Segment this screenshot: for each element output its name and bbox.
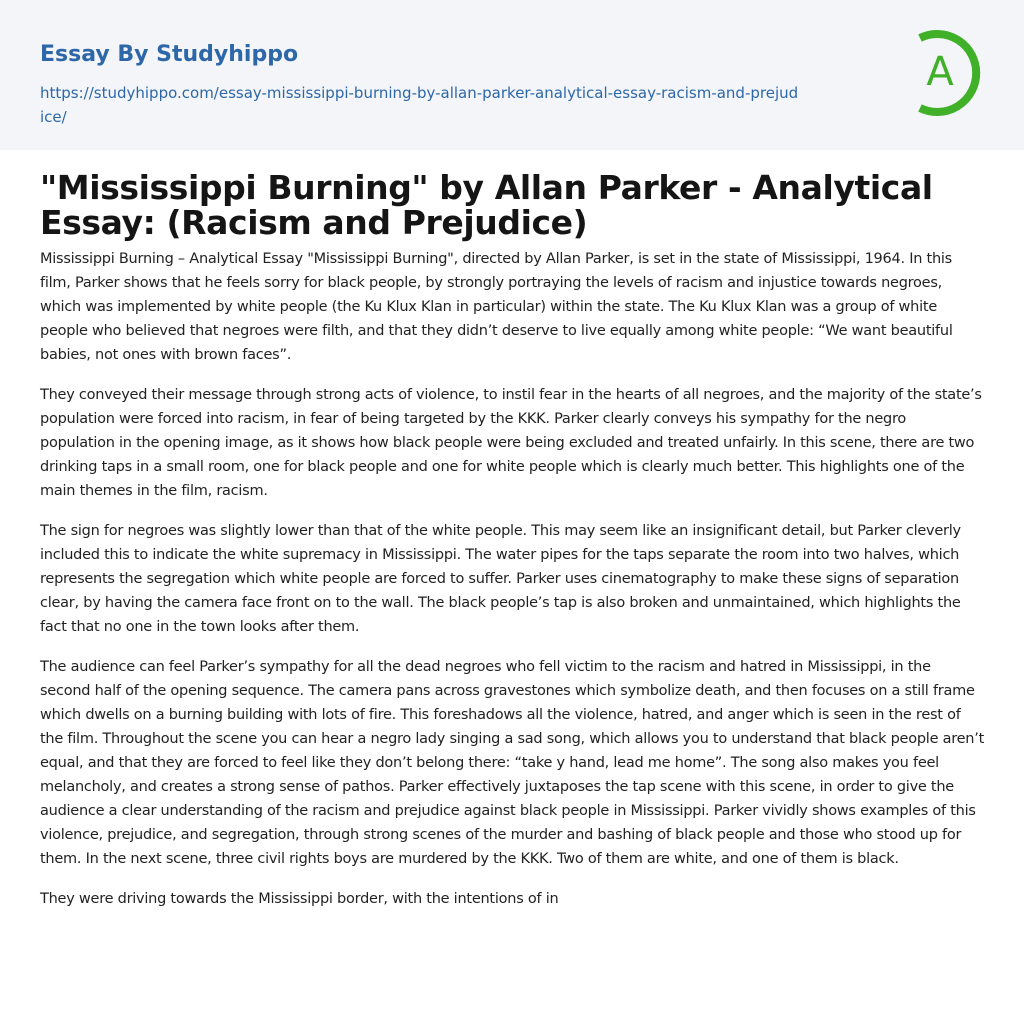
essay-paragraph: The sign for negroes was slightly lower than that of the white people. This may seem like an insignificant detail, but Parker cleverly included this to indicate the white supremacy in Mississippi. The water pipes for the taps separate the room into two halves, which represents the segregation which white people are forced to suffer. Parker uses cinematography to make these signs of separation clear, by having the camera face front on to the wall. The black people’s tap is also broken and unmaintained, which highlights the fact that no one in the town looks after them. [40,523,961,635]
essay-paragraph: They conveyed their message through strong acts of violence, to instil fear in the hearts of all negroes, and the majority of the state’s population were forced into racism, in fear of being targeted by the KKK. Parker clearly conveys his sympathy for the negro population in the opening image, as it shows how black people were being excluded and treated unfairly. In this scene, there are two drinking taps in a small room, one for black people and one for white people which is clearly much better. This highlights one of the main themes in the film, racism. [40,387,982,499]
site-header [0,0,1024,150]
essay-title: "Mississippi Burning" by Allan Parker - Analytical Essay: (Racism and Prejudice) [40,168,933,242]
studyhippo-logo-icon[interactable] [910,30,986,116]
essay-content [40,170,985,927]
essay-paragraph: Mississippi Burning – Analytical Essay "Mississippi Burning", directed by Allan Parker, is set in the state of Mississippi, 1964. In this film, Parker shows that he feels sorry for black people, by strongly portraying the levels of racism and injustice towards negroes, which was implemented by white people (the Ku Klux Klan in particular) within the state. The Ku Klux Klan was a group of white people who believed that negroes were filth, and that they didn’t deserve to live equally among white people: “We want beautiful babies, not ones with brown faces”. [40,251,953,363]
logo-letter: A [926,49,954,95]
essay-paragraph: The audience can feel Parker’s sympathy for all the dead negroes who fell victim to the racism and hatred in Mississippi, in the second half of the opening sequence. The camera pans across gravestones which symbolize death, and then focuses on a still frame which dwells on a burning building with lots of fire. This foreshadows all the violence, hatred, and anger which is seen in the rest of the film. Throughout the scene you can hear a negro lady singing a sad song, which allows you to understand that black people aren’t equal, and that they are forced to feel like they don’t belong there: “take y hand, lead me home”. The song also makes you feel melancholy, and creates a strong sense of pathos. Parker effectively juxtaposes the tap scene with this scene, in order to give the audience a clear understanding of the racism and prejudice against black people in Mississippi. Parker vividly shows examples of this violence, prejudice, and segregation, through strong scenes of the murder and bashing of black people and those who stood up for them. In the next scene, three civil rights boys are murdered by the KKK. Two of them are white, and one of them is black. [40,659,985,867]
source-url-link[interactable]: https://studyhippo.com/essay-mississippi-burning-by-allan-parker-analytical-essay-racism-and-prejudice/ [40,84,799,126]
site-title[interactable]: Essay By Studyhippo [40,42,299,67]
essay-paragraph: They were driving towards the Mississippi border, with the intentions of in [40,891,559,907]
